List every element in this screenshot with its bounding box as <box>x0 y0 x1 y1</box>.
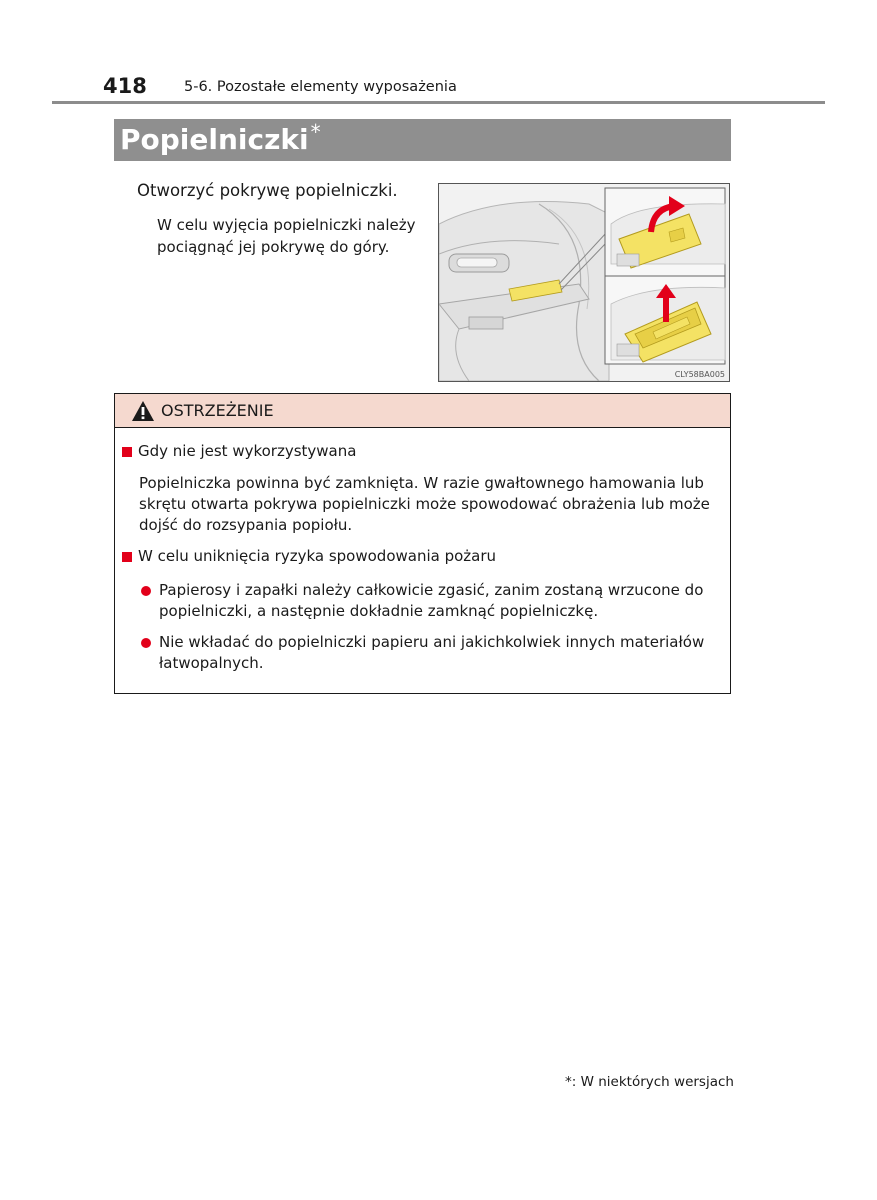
page-title-text: Popielniczki <box>120 123 309 156</box>
section-header: 5-6. Pozostałe elementy wyposażenia <box>184 79 457 95</box>
warning-heading-text: Gdy nie jest wykorzystywana <box>138 442 357 460</box>
optional-equipment-marker: * <box>310 120 321 144</box>
step-instruction: Otworzyć pokrywę popielniczki. <box>137 181 398 200</box>
warning-list-item-text: Papierosy i zapałki należy całkowicie zgasić, zanim zostaną wrzucone do popielniczki, a następnie dokładnie zamknąć popielniczkę. <box>159 581 704 620</box>
square-bullet-icon <box>122 447 132 457</box>
round-bullet-icon <box>141 586 151 596</box>
page-title <box>120 120 321 156</box>
warning-header <box>115 394 730 428</box>
page-number: 418 <box>103 74 147 98</box>
warning-list-item-text: Nie wkładać do popielniczki papieru ani jakichkolwiek innych materiałów łatwopalnych. <box>159 633 705 672</box>
warning-list-item <box>141 632 726 674</box>
step-detail: W celu wyjęcia popielniczki należy pociągnąć jej pokrywę do góry. <box>157 216 416 256</box>
warning-heading-text: W celu uniknięcia ryzyka spowodowania pożaru <box>138 547 497 565</box>
footnote: *: W niektórych wersjach <box>565 1074 734 1090</box>
square-bullet-icon <box>122 552 132 562</box>
warning-triangle-icon <box>131 400 155 422</box>
round-bullet-icon <box>141 638 151 648</box>
warning-paragraph: Popielniczka powinna być zamknięta. W razie gwałtownego hamowania lub skrętu otwarta pokrywa popielniczki może spowodować obrażenia lub może dojść do rozsypania popiołu. <box>139 474 710 534</box>
warning-list-item <box>141 580 726 622</box>
illustration-code: CLY58BA005 <box>674 370 725 379</box>
warning-title: OSTRZEŻENIE <box>161 401 274 420</box>
header-divider <box>52 101 825 104</box>
ashtray-illustration <box>438 183 730 382</box>
title-bar <box>114 119 731 161</box>
ashtray-illustration-drawing <box>439 184 729 381</box>
warning-box <box>114 393 731 694</box>
